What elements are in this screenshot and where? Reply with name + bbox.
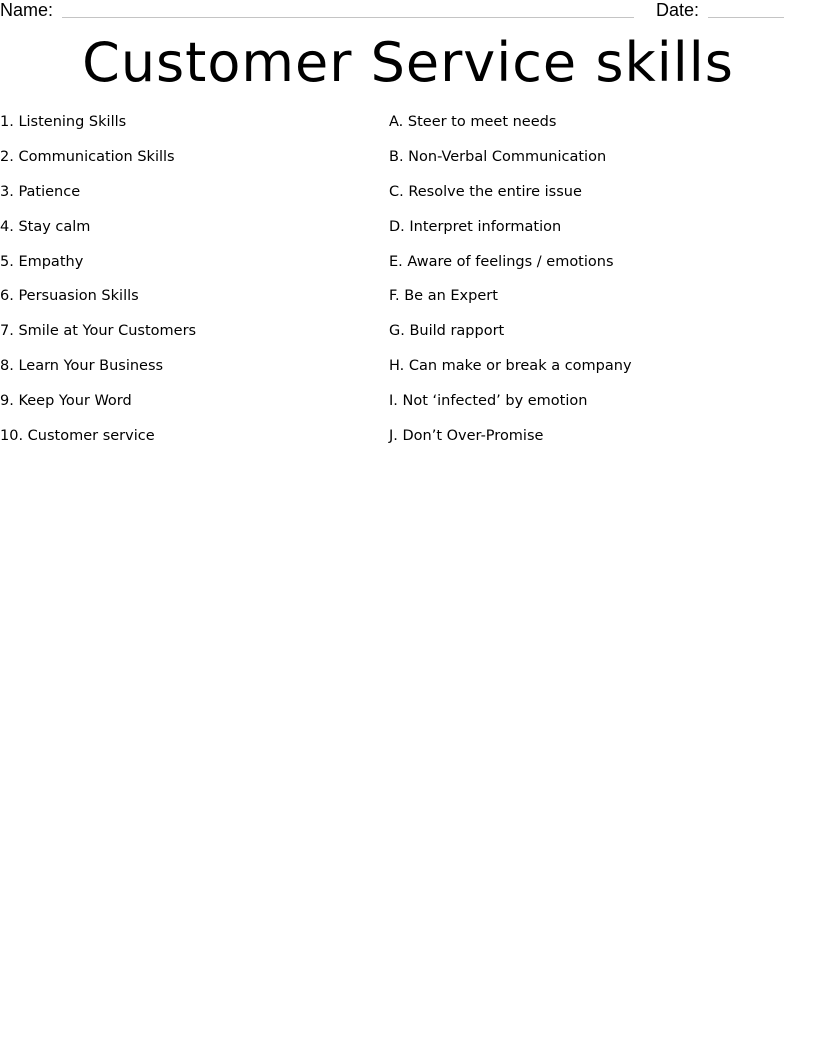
- date-label: Date:: [656, 0, 700, 20]
- worksheet-header: [0, 0, 816, 24]
- term-item: 5. Empathy: [0, 253, 84, 270]
- term-item: 6. Persuasion Skills: [0, 288, 139, 305]
- date-blank-line[interactable]: [708, 17, 784, 18]
- term-item: 9. Keep Your Word: [0, 393, 132, 410]
- name-label: Name:: [0, 0, 54, 20]
- definition-item: I. Not ‘infected’ by emotion: [389, 393, 588, 410]
- definition-item: D. Interpret information: [389, 218, 562, 235]
- term-item: 4. Stay calm: [0, 218, 91, 235]
- definition-item: E. Aware of feelings / emotions: [389, 253, 614, 270]
- term-item: 7. Smile at Your Customers: [0, 323, 197, 340]
- name-blank-line[interactable]: [62, 17, 634, 18]
- definitions-list: [389, 112, 632, 461]
- worksheet-title: Customer Service skills: [82, 31, 734, 94]
- definition-item: B. Non-Verbal Communication: [389, 148, 607, 165]
- definition-item: G. Build rapport: [389, 323, 505, 340]
- terms-list: [0, 112, 196, 461]
- term-item: 3. Patience: [0, 183, 81, 200]
- term-item: 8. Learn Your Business: [0, 358, 164, 375]
- term-item: 2. Communication Skills: [0, 148, 175, 165]
- definition-item: C. Resolve the entire issue: [389, 183, 582, 200]
- definition-item: F. Be an Expert: [389, 288, 498, 305]
- definition-item: J. Don’t Over-Promise: [389, 428, 544, 445]
- definition-item: H. Can make or break a company: [389, 358, 632, 375]
- term-item: 10. Customer service: [0, 428, 155, 445]
- definition-item: A. Steer to meet needs: [389, 114, 557, 130]
- term-item: 1. Listening Skills: [0, 114, 127, 130]
